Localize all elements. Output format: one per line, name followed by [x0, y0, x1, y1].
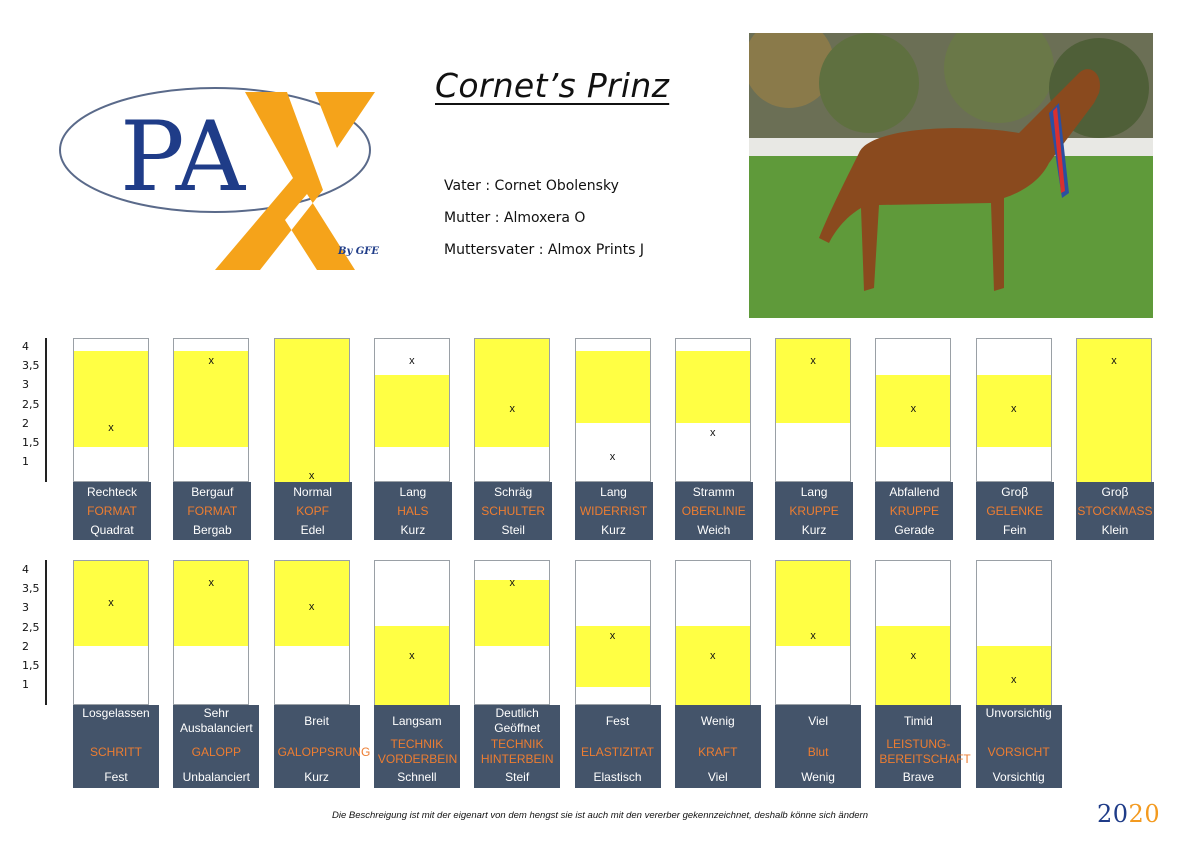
trait-score-mark: x — [208, 577, 215, 590]
pedigree-mother: Mutter : Almoxera O — [444, 210, 586, 226]
trait-top-label: Abfallend — [889, 485, 940, 499]
trait-bottom-label: Elastisch — [593, 770, 642, 784]
trait-bar-frame — [575, 560, 651, 705]
trait-bottom-label: Klein — [1101, 523, 1129, 537]
trait-name: FORMAT — [187, 504, 238, 518]
scale-tick-label: 3,5 — [22, 582, 40, 596]
trait-bottom-label: Vorsichtig — [992, 770, 1045, 784]
trait-bar-frame — [73, 560, 149, 705]
trait-bottom-label: Steil — [501, 523, 525, 537]
trait-range-fill — [876, 626, 950, 706]
trait-name: Blut — [807, 745, 829, 759]
trait-label-box — [474, 705, 560, 788]
trait-label-box — [374, 705, 460, 788]
scale-tick-label: 2,5 — [22, 620, 40, 634]
trait-label-box — [1076, 482, 1154, 540]
trait-score-mark: x — [308, 601, 315, 614]
logo-byline: By GFE — [338, 246, 380, 257]
trait-score-mark: x — [409, 649, 415, 662]
trait-bottom-label: Kurz — [400, 523, 426, 537]
scale-tick-label: 3,5 — [22, 359, 40, 373]
trait-bar-frame — [474, 560, 550, 705]
trait-score-mark: x — [810, 355, 816, 367]
horse-photo — [749, 33, 1153, 318]
trait-name: SCHULTER — [481, 504, 546, 518]
trait-name: GALOPPSRUNG — [277, 745, 371, 759]
trait-bottom-label: Unbalanciert — [182, 770, 250, 784]
trait-bar-frame — [875, 338, 951, 482]
trait-label-box — [173, 705, 259, 788]
trait-bar-frame — [1076, 338, 1152, 482]
scale-tick-label: 2,5 — [22, 397, 40, 411]
trait-score-mark: x — [810, 630, 816, 643]
trait-name: KRUPPE — [889, 504, 940, 518]
trait-top-label: Schräg — [494, 485, 533, 499]
trait-bottom-label: Kurz — [801, 523, 827, 537]
horse-title: Cornet’s Prinz — [435, 66, 670, 105]
trait-bar-frame — [274, 560, 350, 705]
pax-logo — [55, 70, 400, 275]
trait-score-mark: x — [1010, 403, 1017, 415]
trait-top-label: Lang — [800, 485, 828, 499]
trait-bar-frame — [374, 560, 450, 705]
trait-bottom-label: Bergab — [192, 523, 232, 537]
trait-score-mark: x — [208, 355, 215, 367]
trait-label-box — [73, 705, 159, 788]
trait-label-box — [575, 482, 653, 540]
trait-range-fill — [375, 626, 449, 706]
trait-top-label: Viel — [808, 714, 828, 728]
trait-name: GELENKE — [986, 504, 1044, 518]
trait-range-fill — [676, 626, 750, 706]
trait-score-mark: x — [409, 355, 415, 367]
trait-score-mark: x — [1111, 355, 1117, 367]
trait-top-label: Rechteck — [86, 485, 138, 499]
trait-name: GALOPP — [191, 745, 241, 759]
trait-name: STOCKMASS — [1077, 504, 1153, 518]
trait-score-mark: x — [509, 403, 515, 415]
year-second: 20 — [1128, 800, 1161, 828]
trait-label-box — [875, 705, 971, 788]
trait-name: HALS — [397, 504, 429, 518]
scale-tick-label: 1 — [22, 678, 29, 692]
trait-name: SCHRITT — [90, 745, 142, 759]
trait-bottom-label: Weich — [697, 523, 731, 537]
trait-name: OBERLINIE — [681, 504, 746, 518]
trait-bottom-label: Steif — [505, 770, 530, 784]
trait-bar-frame — [575, 338, 651, 482]
trait-label-box — [675, 482, 753, 540]
trait-bar-frame — [775, 338, 851, 482]
trait-score-mark: x — [910, 403, 917, 415]
trait-score-mark: x — [108, 596, 114, 609]
trait-score-mark: x — [609, 451, 616, 463]
trait-name: KOPF — [296, 504, 329, 518]
trait-bar-frame — [173, 338, 249, 482]
trait-range-fill — [475, 339, 549, 447]
trait-score-mark: x — [710, 427, 716, 439]
logo-main-text: PA — [120, 101, 246, 213]
trait-bottom-label: Quadrat — [90, 523, 134, 537]
trait-top-label: Wenig — [700, 714, 735, 728]
trait-score-mark: x — [308, 470, 315, 482]
trait-top-label: Timid — [903, 714, 933, 728]
trait-bar-frame — [675, 338, 751, 482]
trait-label-box — [374, 482, 452, 540]
trait-top-label: Losgelassen — [82, 706, 150, 720]
trait-name: ELASTIZITAT — [581, 745, 654, 759]
trait-bottom-label: Edel — [300, 523, 325, 537]
trait-label-box — [976, 705, 1062, 788]
trait-range-fill — [475, 580, 549, 645]
scale-tick-label: 2 — [22, 416, 29, 430]
trait-bar-frame — [976, 338, 1052, 482]
trait-top-label: Sehr Ausbalanciert — [179, 706, 253, 735]
trait-bar-frame — [274, 338, 350, 482]
year-first: 20 — [1097, 800, 1129, 828]
trait-bottom-label: Kurz — [601, 523, 626, 537]
trait-name: FORMAT — [87, 504, 137, 518]
trait-top-label: Unvorsichtig — [985, 706, 1052, 720]
pedigree-maternal-grandsire: Muttersvater : Almox Prints J — [444, 242, 644, 258]
trait-top-label: Breit — [304, 714, 329, 728]
trait-name: TECHNIK HINTERBEIN — [480, 737, 554, 766]
trait-score-mark: x — [509, 577, 515, 590]
trait-score-mark: x — [710, 649, 716, 662]
scale-tick-label: 4 — [22, 563, 29, 576]
scale-tick-label: 2 — [22, 639, 29, 653]
trait-bar-frame — [374, 338, 450, 482]
trait-label-box — [675, 705, 761, 788]
trait-range-fill — [576, 351, 650, 423]
trait-bottom-label: Kurz — [304, 770, 329, 784]
trait-range-fill — [776, 339, 850, 423]
trait-top-label: Normal — [293, 485, 332, 499]
trait-top-label: Deutlich Geöffnet — [494, 706, 541, 735]
trait-bar-frame — [73, 338, 149, 482]
trait-bar-frame — [675, 560, 751, 705]
trait-top-label: Langsam — [392, 714, 442, 728]
trait-bottom-label: Wenig — [801, 770, 835, 784]
trait-label-box — [875, 482, 953, 540]
trait-label-box — [474, 482, 552, 540]
trait-label-box — [274, 705, 371, 788]
trait-top-label: Groβ — [1001, 485, 1029, 499]
trait-bottom-label: Fest — [104, 770, 128, 784]
trait-bar-frame — [976, 560, 1052, 705]
trait-range-fill — [676, 351, 750, 423]
trait-bottom-label: Viel — [707, 770, 728, 784]
trait-name: KRUPPE — [789, 504, 839, 518]
trait-label-box — [173, 482, 251, 540]
scale-tick-label: 3 — [22, 601, 29, 615]
year — [1097, 800, 1160, 828]
trait-name: WIDERRIST — [579, 504, 648, 518]
pedigree-father: Vater : Cornet Obolensky — [444, 178, 619, 194]
trait-range-fill — [275, 339, 349, 483]
trait-top-label: Groβ — [1101, 485, 1129, 499]
trait-top-label: Stramm — [692, 485, 735, 499]
trait-name: VORSICHT — [987, 745, 1050, 759]
trait-top-label: Bergauf — [191, 485, 234, 499]
trait-bar-frame — [775, 560, 851, 705]
scale-tick-label: 4 — [22, 340, 29, 353]
trait-top-label: Lang — [399, 485, 427, 499]
trait-label-box — [73, 482, 151, 540]
trait-label-box — [775, 705, 861, 788]
trait-top-label: Lang — [600, 485, 627, 499]
trait-bar-frame — [173, 560, 249, 705]
trait-score-mark: x — [1010, 673, 1017, 686]
scale-tick-label: 3 — [22, 378, 29, 392]
trait-label-box — [976, 482, 1054, 540]
trait-bottom-label: Gerade — [894, 523, 935, 537]
trait-bottom-label: Fein — [1003, 523, 1027, 537]
footnote: Die Beschreigung ist mit der eigenart von dem hengst sie ist auch mit den vererber gekennzeichnet, deshalb könne sich ändern — [331, 810, 868, 821]
trait-range-fill — [174, 561, 248, 646]
trait-label-box — [274, 482, 352, 540]
trait-score-mark: x — [609, 630, 616, 643]
trait-name: KRAFT — [698, 745, 738, 759]
trait-score-mark: x — [108, 422, 114, 435]
trait-bottom-label: Brave — [902, 770, 935, 784]
scale-tick-label: 1 — [22, 455, 29, 469]
trait-name: TECHNIK VORDERBEIN — [377, 737, 458, 766]
trait-name: LEISTUNG-BEREITSCHAFT — [879, 737, 971, 766]
trait-label-box — [575, 705, 661, 788]
trait-bar-frame — [875, 560, 951, 705]
trait-label-box — [775, 482, 853, 540]
trait-score-mark: x — [910, 649, 917, 662]
scale-tick-label: 1,5 — [22, 659, 40, 672]
trait-top-label: Fest — [605, 714, 630, 728]
scale-tick-label: 1,5 — [22, 436, 40, 449]
trait-bar-frame — [474, 338, 550, 482]
trait-range-fill — [375, 375, 449, 447]
trait-bottom-label: Schnell — [397, 770, 437, 784]
